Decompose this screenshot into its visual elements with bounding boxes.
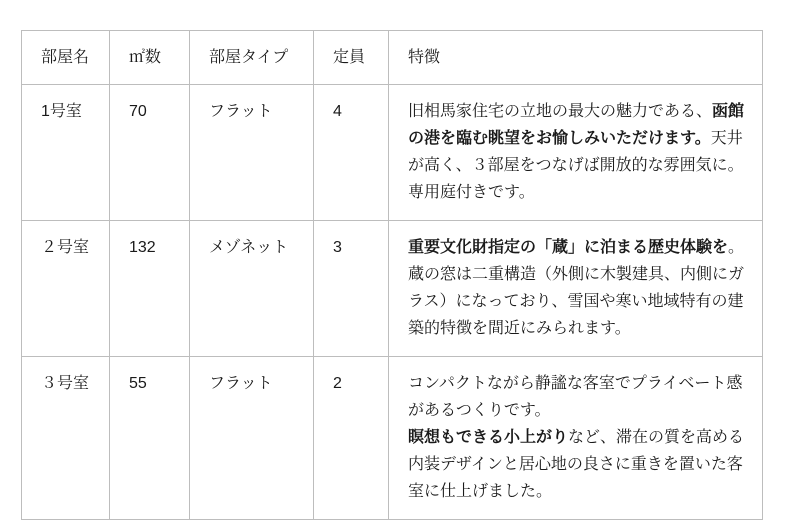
header-row [22,31,763,85]
feature-text-bold: 瞑想もできる小上がり [408,429,569,446]
header-room-type: 部屋タイプ [190,31,314,85]
cell-room-name: ２号室 [22,221,110,357]
header-sqm: ㎡数 [110,31,190,85]
cell-features [389,85,763,221]
feature-text: 旧相馬家住宅の立地の最大の魅力である、 [408,103,713,120]
feature-text: 。蔵の窓は二重構造（外側に木製建具、内側にガラス）になっており、雪国や寒い地域特有の建築的特徴を間近にみられます。 [408,239,745,337]
cell-sqm: 132 [110,221,190,357]
feature-text: など、滞在の質を高める内装デザインと居心地の良さに重きを置いた客室に仕上げました。 [408,429,745,500]
cell-room-type: フラット [190,85,314,221]
cell-capacity: 4 [314,85,389,221]
header-capacity: 定員 [314,31,389,85]
header-features: 特徴 [389,31,763,85]
feature-text-bold: 重要文化財指定の「蔵」に泊まる歴史体験を [408,239,729,256]
cell-room-type: フラット [190,357,314,520]
feature-text-bold: 函館の港を臨む眺望をお愉しみいただけます。 [408,103,745,147]
header-room-name: 部屋名 [22,31,110,85]
cell-sqm: 70 [110,85,190,221]
cell-features [389,221,763,357]
room-info-table [21,30,763,520]
cell-room-type: メゾネット [190,221,314,357]
cell-capacity: 2 [314,357,389,520]
cell-room-name: ３号室 [22,357,110,520]
cell-sqm: 55 [110,357,190,520]
table-row [22,221,763,357]
feature-text: 天井が高く、３部屋をつなげば開放的な雰囲気に。専用庭付きです。 [408,130,744,201]
table-row [22,357,763,520]
table-row [22,85,763,221]
cell-features [389,357,763,520]
feature-text: コンパクトながら静謐な客室でプライベート感があるつくりです。 [408,375,743,419]
cell-room-name: 1号室 [22,85,110,221]
cell-capacity: 3 [314,221,389,357]
